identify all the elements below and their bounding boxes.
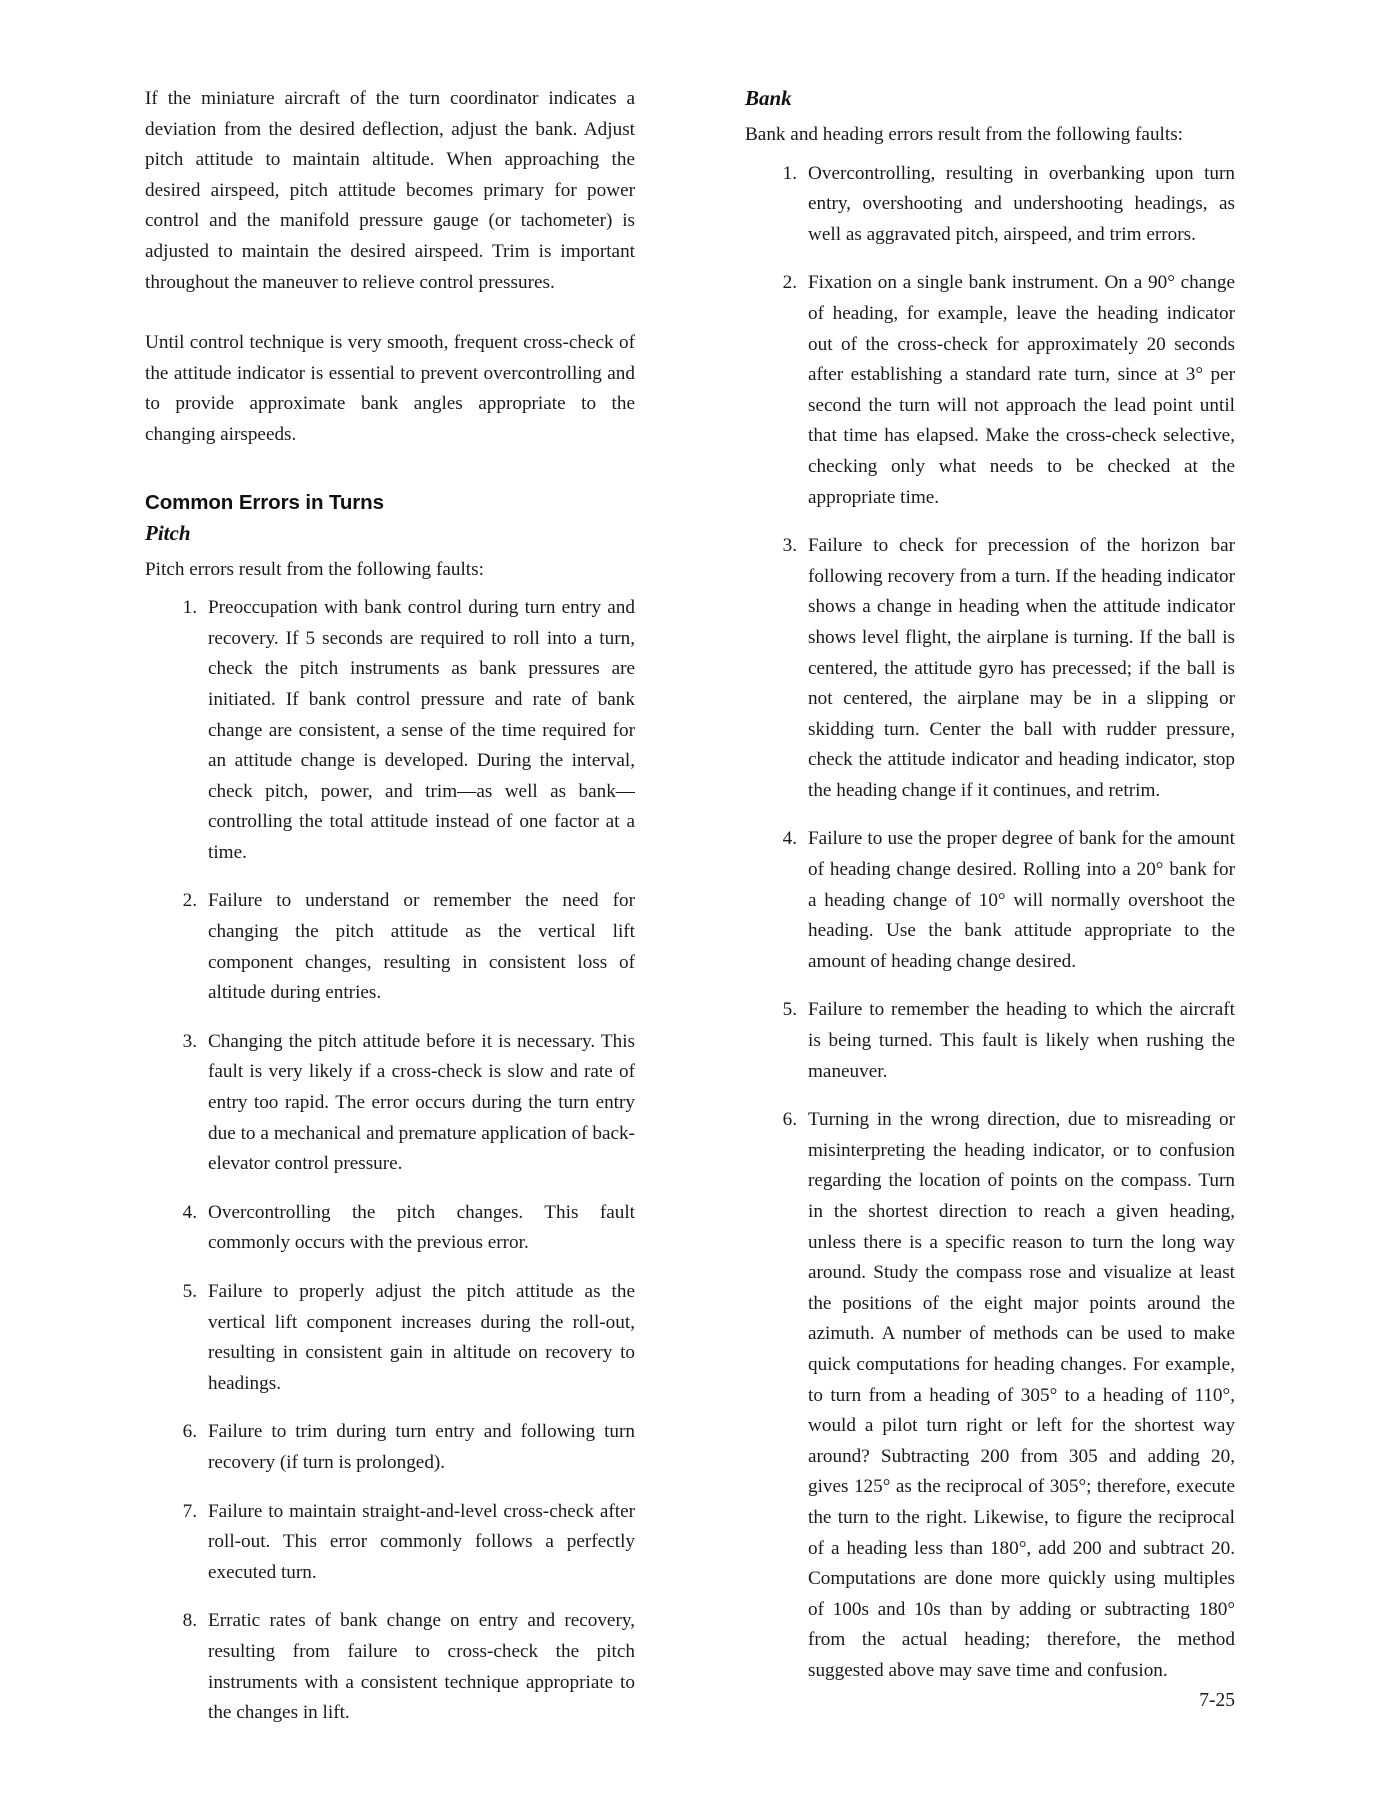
list-item-text: Overcontrolling, resulting in overbanking upon turn entry, overshooting and undershooting headings, as well as aggravated pitch, airspeed, and trim errors. [808,162,1235,245]
list-item-number: 2. [782,272,797,294]
list-item-text: Overcontrolling the pitch changes. This fault commonly occurs with the previous error. [208,1201,635,1254]
list-item [745,995,1235,1087]
list-item-text: Failure to trim during turn entry and following turn recovery (if turn is prolonged). [208,1421,635,1473]
bank-fault-list [745,159,1235,1687]
list-item-number: 8. [182,1610,197,1632]
list-item-number: 3. [782,535,797,557]
list-item [745,268,1235,513]
list-item-text: Failure to understand or remember the need for changing the pitch attitude as the vertical lift component changes, resulting in consistent loss of altitude during entries. [208,890,635,1004]
list-item [145,1198,635,1259]
list-item-number: 5. [182,1281,197,1302]
bank-intro-line: Bank and heading errors result from the following faults: [745,124,1184,145]
list-item [145,1417,635,1478]
list-item [145,886,635,1008]
list-item-text: Failure to maintain straight-and-level cross-check after roll-out. This error commonly follows a perfectly executed turn. [208,1500,635,1583]
list-item-text: Failure to remember the heading to which the aircraft is being turned. This fault is likely when rushing the maneuver. [808,999,1235,1082]
list-item [145,1497,635,1589]
page-number: 7-25 [1199,1690,1235,1711]
two-column-layout [145,84,1235,1729]
section-heading-common-errors: Common Errors in Turns [145,490,384,514]
list-item-text: Preoccupation with bank control during turn entry and recovery. If 5 seconds are required to roll into a turn, check the pitch instruments as bank pressures are initiated. If bank control pressure and rate of bank change are consistent, a sense of the time required for an attitude change is developed. During the interval, check pitch, power, and trim—as well as bank—controlling the total attitude instead of one factor at a time. [208,597,635,863]
list-item [145,593,635,868]
list-item [745,159,1235,251]
paragraph-intro-1: If the miniature aircraft of the turn coordinator indicates a deviation from the desired deflection, adjust the bank. Adjust pitch attitude to maintain altitude. When approaching the desired airspeed, pitch attitude becomes primary for power control and the manifold pressure gauge (or tachometer) is adjusted to maintain the desired airspeed. Trim is important throughout the maneuver to relieve control pressures. [145,88,635,293]
pitch-fault-list [145,593,635,1729]
list-item-text: Changing the pitch attitude before it is necessary. This fault is very likely if a cross-check is slow and rate of entry too rapid. The error occurs during the turn entry due to a mechanical and premature application of back-elevator control pressure. [208,1030,635,1175]
list-item [745,531,1235,806]
list-item-text: Fixation on a single bank instrument. On a 90° change of heading, for example, leave the heading indicator out of the cross-check for approximately 20 seconds after establishing a standard rate turn, since at 3° per second the turn will not approach the lead point until that time has elapsed. Make the cross-check selective, checking only what needs to be checked at the appropriate time. [808,272,1235,508]
list-item-number: 1. [782,162,797,184]
list-item [145,1606,635,1728]
list-item-number: 6. [782,1109,797,1131]
list-item-number: 1. [182,597,197,619]
list-item-number: 5. [782,999,797,1021]
list-item-number: 4. [182,1201,197,1223]
paragraph-intro-2: Until control technique is very smooth, frequent cross-check of the attitude indicator is essential to prevent overcontrolling and to provide approximate bank angles appropriate to the changing airspeeds. [145,332,635,445]
list-item-text: Failure to properly adjust the pitch attitude as the vertical lift component increases during the roll-out, resulting in consistent gain in altitude on recovery to headings. [208,1281,635,1394]
list-item-text: Failure to check for precession of the horizon bar following recovery from a turn. If the heading indicator shows a change in heading when the attitude indicator shows level flight, the airplane is turning. If the ball is centered, the attitude gyro has precessed; if the ball is not centered, the airplane may be in a slipping or skidding turn. Center the ball with rudder pressure, check the attitude indicator and heading indicator, stop the heading change if it continues, and retrim. [808,535,1235,801]
list-item-text: Turning in the wrong direction, due to misreading or misinterpreting the heading indicator, or to confusion regarding the location of points on the compass. Turn in the shortest direction to reach a given heading, unless there is a specific reason to turn the long way around. Study the compass rose and visualize at least the positions of the eight major points around the azimuth. A number of methods can be used to make quick computations for heading changes. For example, to turn from a heading of 305° to a heading of 110°, would a pilot turn right or left for the shortest way around? Subtracting 200 from 305 and adding 20, gives 125° as the reciprocal of 305°; therefore, execute the turn to the right. Likewise, to figure the reciprocal of a heading less than 180°, add 200 and subtract 20. Computations are done more quickly using multiples of 100s and 10s than by adding or subtracting 180° from the actual heading; therefore, the method suggested above may save time and confusion. [808,1109,1235,1681]
pitch-intro-line: Pitch errors result from the following faults: [145,558,484,580]
list-item-number: 4. [782,828,797,850]
list-item-number: 7. [182,1500,197,1522]
list-item-text: Failure to use the proper degree of bank for the amount of heading change desired. Rolling into a 20° bank for a heading change of 10° will normally overshoot the heading. Use the bank attitude appropriate to the amount of heading change desired. [808,828,1235,972]
list-item [145,1027,635,1180]
list-item-number: 2. [182,890,197,912]
subsection-heading-bank: Bank [745,86,792,110]
list-item [745,1105,1235,1686]
right-column [745,84,1235,1729]
list-item-text: Erratic rates of bank change on entry and recovery, resulting from failure to cross-check the pitch instruments with a consistent technique appropriate to the changes in lift. [208,1610,635,1724]
left-column [145,84,635,1729]
subsection-heading-pitch: Pitch [145,520,191,545]
list-item-number: 3. [182,1030,197,1052]
list-item [745,824,1235,977]
list-item-number: 6. [182,1421,197,1443]
list-item [145,1277,635,1399]
